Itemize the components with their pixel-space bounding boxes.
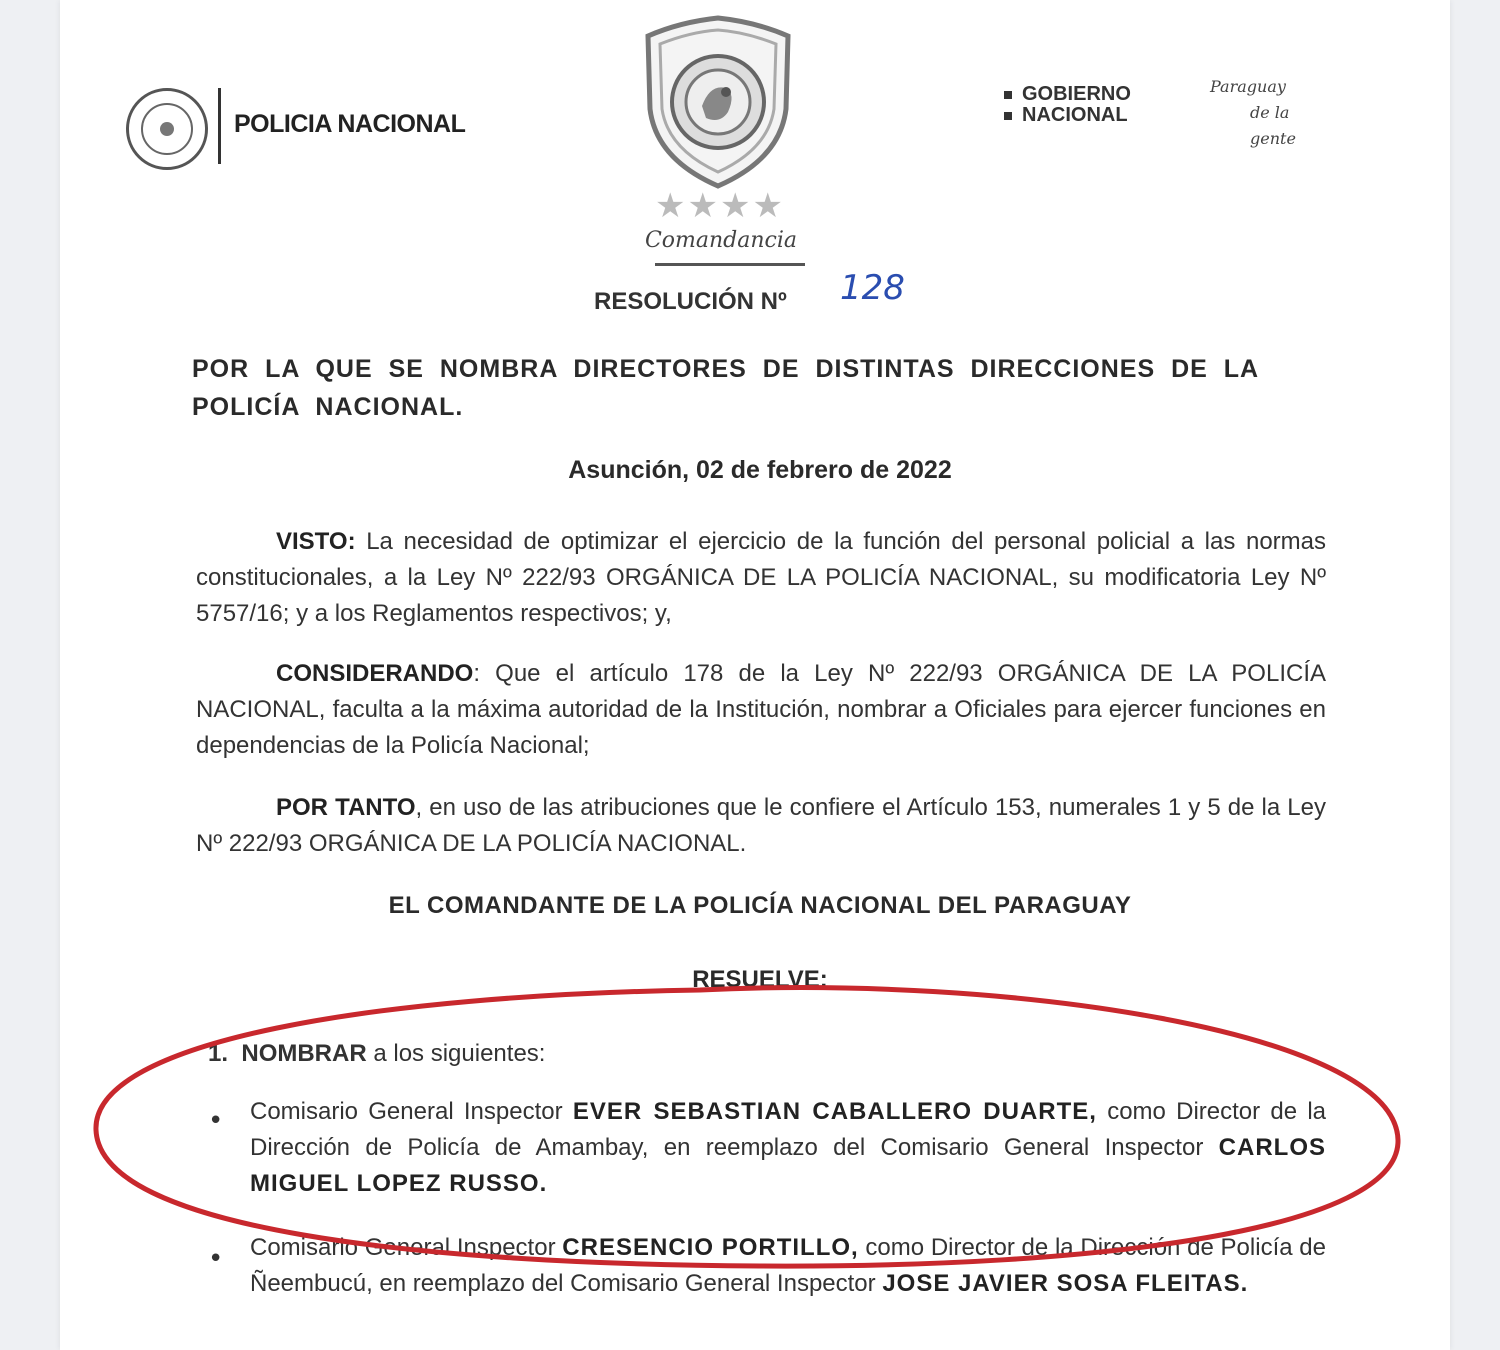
item-replaced-name: CARLOS MIGUEL LOPEZ RUSSO. bbox=[250, 1134, 1326, 1197]
agency-name: POLICIA NACIONAL bbox=[234, 110, 466, 138]
por-tanto-label: POR TANTO bbox=[276, 794, 416, 821]
resuelve-heading: RESUELVE: bbox=[692, 966, 828, 988]
slogan-line-1: Paraguay bbox=[1210, 77, 1286, 96]
list-item bbox=[250, 1094, 1326, 1202]
nombrar-text: a los siguientes: bbox=[366, 1040, 546, 1067]
police-badge-icon bbox=[640, 14, 796, 189]
resolution-number-handwritten: 128 bbox=[840, 268, 905, 308]
national-seal-icon bbox=[126, 88, 208, 170]
paraguay-slogan bbox=[1210, 74, 1340, 152]
gobierno-nacional-logo bbox=[1004, 84, 1131, 126]
bullet-icon: • bbox=[208, 1106, 224, 1136]
item-description: como Director de la Dirección de Policía de Amambay, en reemplazo del Comisario General Inspector bbox=[250, 1098, 1326, 1161]
caption-underline bbox=[655, 263, 805, 266]
considerando-paragraph bbox=[196, 656, 1326, 764]
nombrar-number: 1. bbox=[208, 1040, 229, 1067]
item-appointee-name: EVER SEBASTIAN CABALLERO DUARTE, bbox=[572, 1098, 1097, 1125]
item-rank: Comisario General Inspector bbox=[250, 1234, 563, 1261]
visto-text: La necesidad de optimizar el ejercicio de la función del personal policial a las normas constitucionales, a la Ley Nº 222/93 ORGÁNICA DE LA POLICÍA NACIONAL, su modificatoria Ley Nº 5757/16; y a los Reglamentos respectivos; y, bbox=[196, 528, 1326, 627]
visto-label: VISTO: bbox=[276, 528, 356, 555]
item-description: como Director de la Dirección de Policía de Ñeembucú, en reemplazo del Comisario General Inspector bbox=[250, 1234, 1326, 1297]
rank-stars: ★★★★ bbox=[655, 186, 785, 226]
visto-paragraph bbox=[196, 524, 1326, 632]
por-tanto-paragraph bbox=[196, 790, 1326, 862]
slogan-line-2: de la gente bbox=[1250, 103, 1296, 148]
por-tanto-text: , en uso de las atribuciones que le confiere el Artículo 153, numerales 1 y 5 de la Ley Nº 222/93 ORGÁNICA DE LA POLICÍA NACIONAL. bbox=[196, 794, 1326, 857]
document-title: POR LA QUE SE NOMBRA DIRECTORES DE DISTINTAS DIRECCIONES DE LA POLICÍA NACIONAL. bbox=[192, 355, 1259, 421]
document-date: Asunción, 02 de febrero de 2022 bbox=[568, 456, 952, 484]
header-divider bbox=[218, 88, 221, 164]
considerando-label: CONSIDERANDO bbox=[276, 660, 474, 687]
item-rank: Comisario General Inspector bbox=[250, 1098, 573, 1125]
list-item bbox=[250, 1230, 1326, 1302]
comandante-heading: EL COMANDANTE DE LA POLICÍA NACIONAL DEL PARAGUAY bbox=[388, 892, 1132, 919]
nombrar-label: NOMBRAR bbox=[241, 1040, 367, 1067]
item-replaced-name: JOSE JAVIER SOSA FLEITAS. bbox=[882, 1270, 1249, 1297]
emblem-caption: Comandancia bbox=[644, 228, 798, 253]
nombrar-line bbox=[208, 1040, 545, 1068]
bullet-icon: • bbox=[208, 1244, 224, 1274]
gobierno-line-1: GOBIERNO bbox=[1022, 83, 1131, 105]
considerando-text: : Que el artículo 178 de la Ley Nº 222/93 ORGÁNICA DE LA POLICÍA NACIONAL, faculta a la máxima autoridad de la Institución, nombrar a Oficiales para ejercer funciones en dependencias de la Policía Nacional; bbox=[196, 660, 1326, 759]
resolution-label: RESOLUCIÓN Nº bbox=[594, 288, 787, 315]
item-appointee-name: CRESENCIO PORTILLO, bbox=[562, 1234, 859, 1261]
gobierno-line-2: NACIONAL bbox=[1022, 104, 1128, 126]
